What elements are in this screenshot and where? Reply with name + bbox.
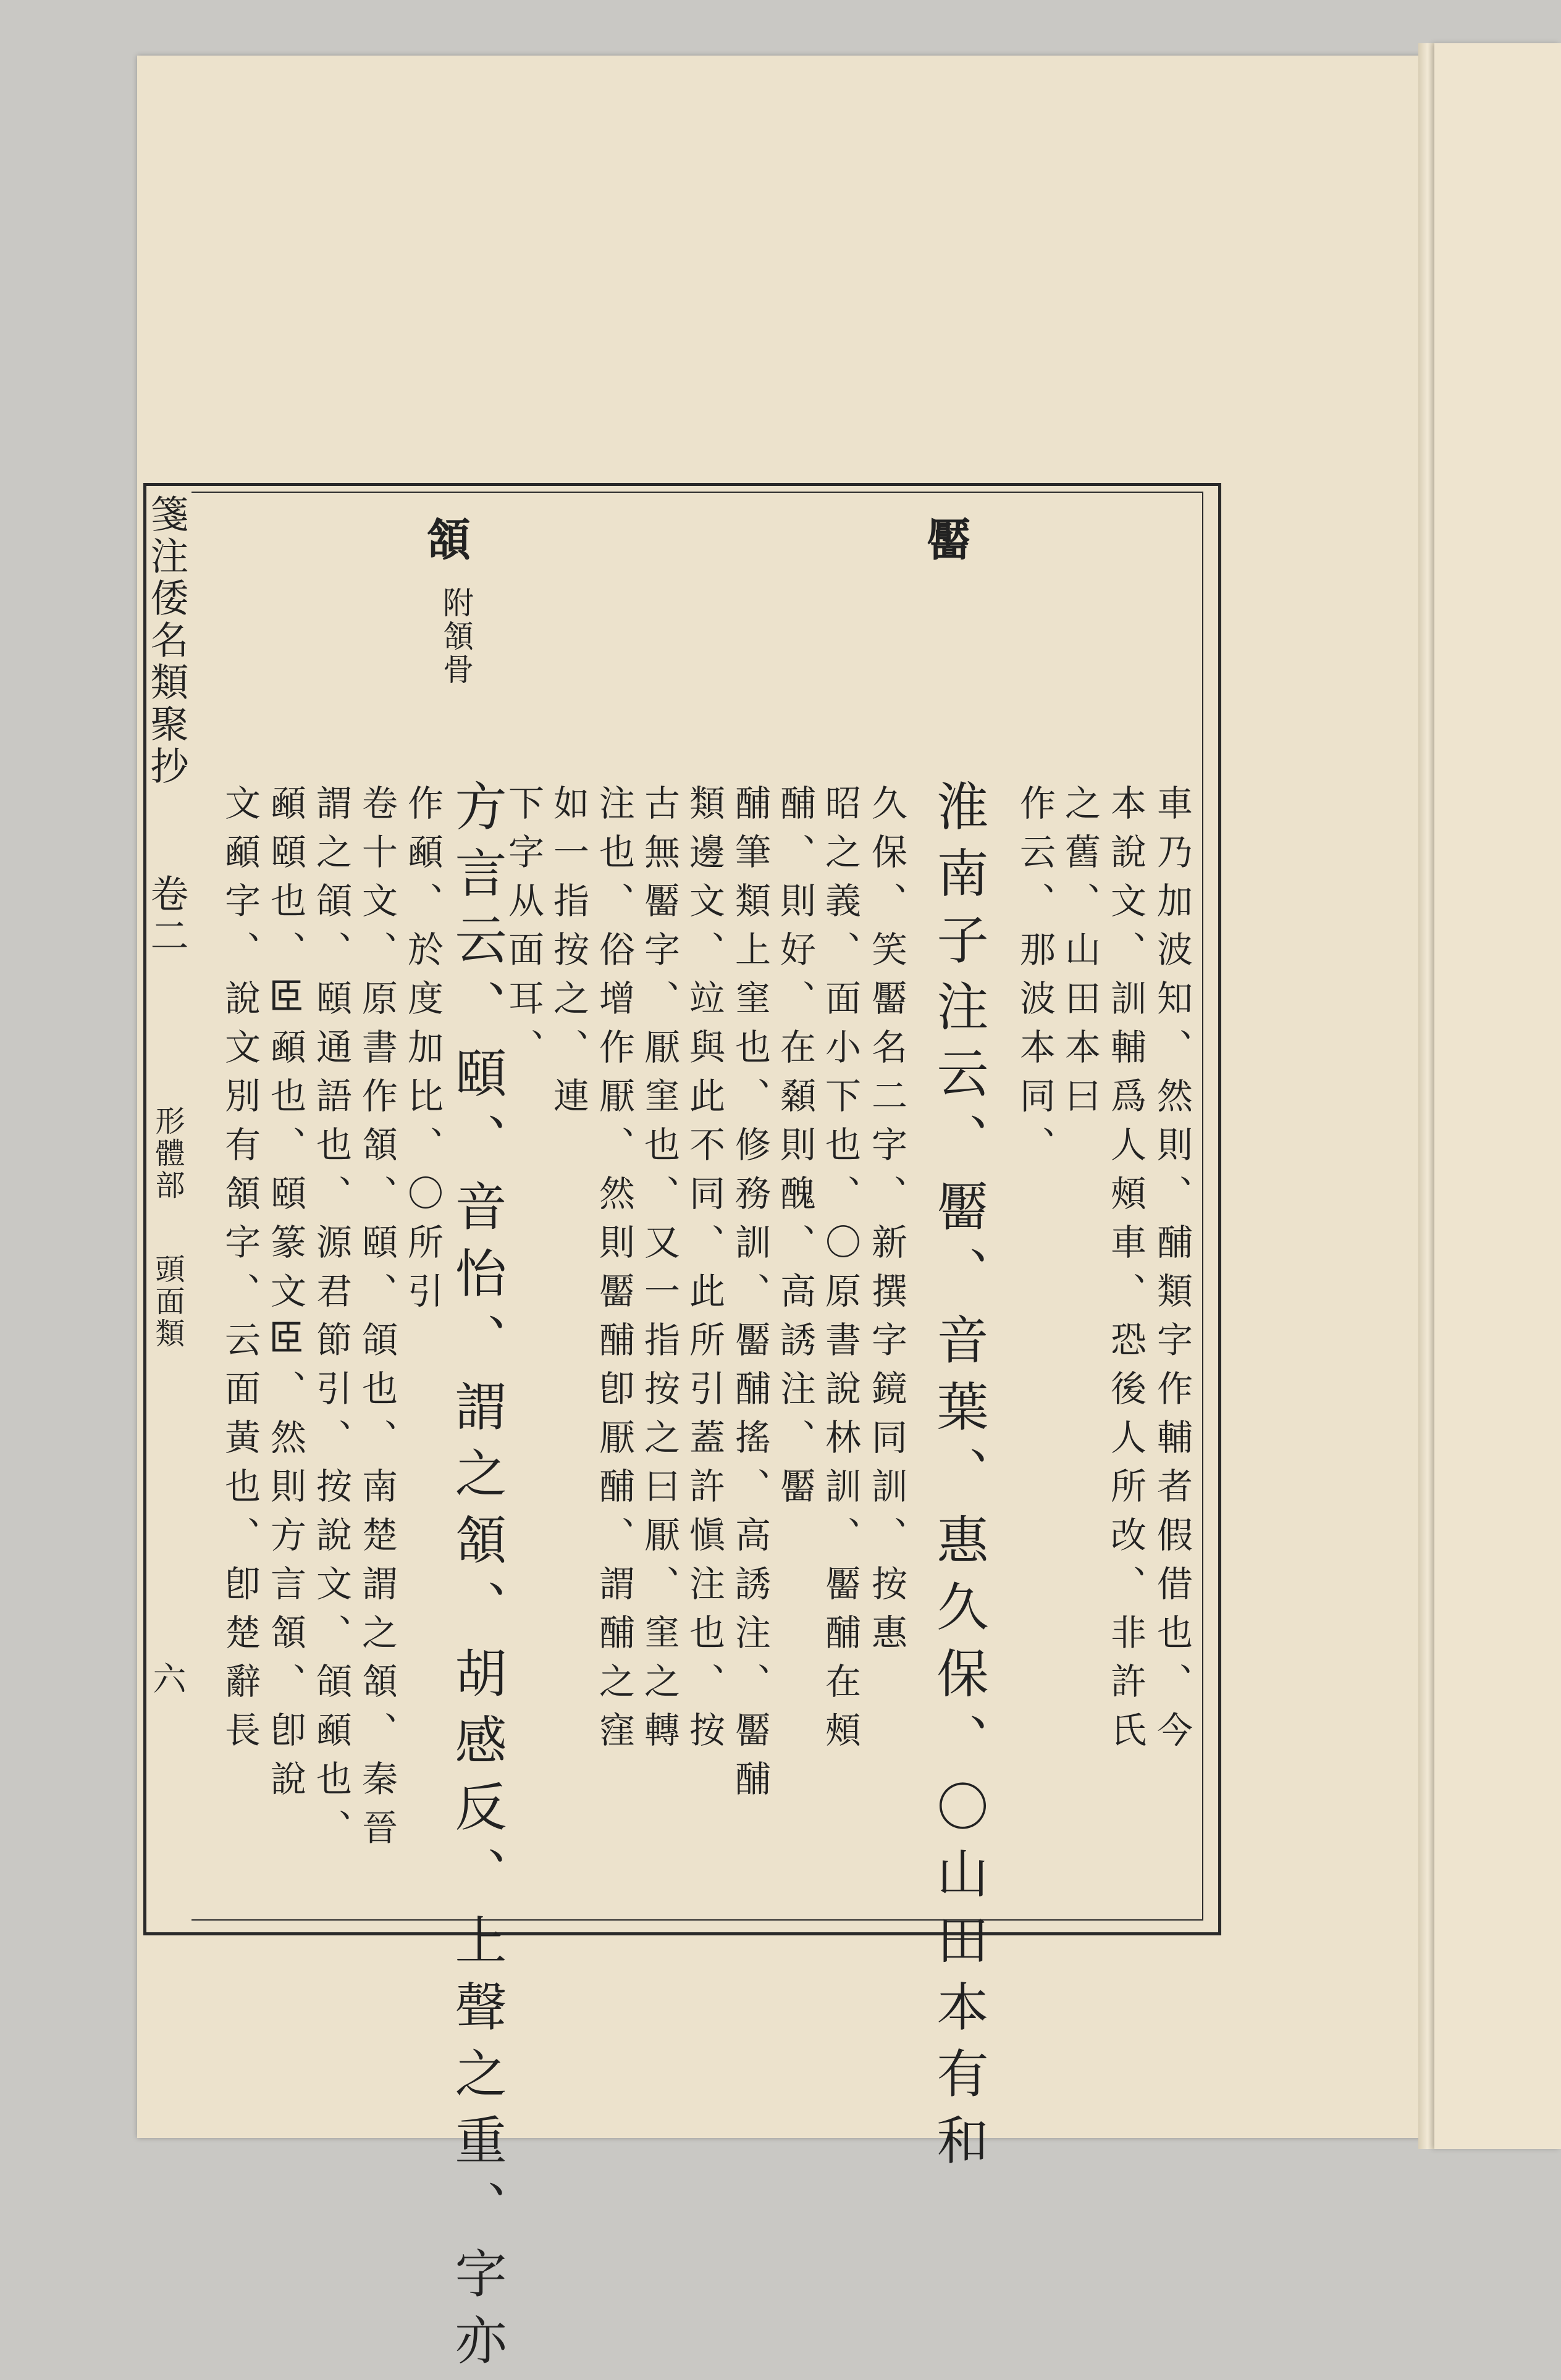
text-column-5: 淮南子注云、靨、音葉、惠久保、〇山田本有和 (928, 779, 989, 2180)
text-column-1: 車乃加波知、然則、酺類字作輔者假借也、今 (1151, 784, 1193, 1760)
text-column-2: 本說文、訓輔爲人頰車、恐後人所改、非許氏 (1104, 784, 1147, 1760)
headword-2: 頷 (419, 516, 471, 564)
text-column-19: 顄頤也、𦣞顄也、頤篆文𦣞、然則方言頷、卽說 (264, 784, 306, 1809)
text-column-18: 謂之頜、頤通語也、源君節引、按說文、頜顄也、 (310, 784, 352, 1858)
text-column-12: 注也、俗增作厭、然則靨酺卽厭酺、謂酺之窪 (593, 784, 635, 1760)
margin-volume: 卷二 (144, 874, 189, 958)
text-column-8: 酺、則好、在顙則醜、高誘注、靨 (774, 784, 816, 1516)
margin-page-number: 六 (148, 1661, 187, 1695)
margin-section: 形體部 (150, 1105, 185, 1202)
text-column-16: 作顄、於度加比、〇所引 (402, 784, 444, 1321)
text-column-17: 卷十文、原書作頷、頤、頜也、南楚謂之頷、秦晉 (356, 784, 398, 1858)
headword-1: 靨 (919, 516, 972, 564)
text-column-3: 之舊、山田本曰 (1059, 784, 1101, 1126)
text-column-20: 文顄字、說文別有頷字、云面黃也、卽楚辭長 (219, 784, 261, 1760)
text-column-6: 久保、笑靨名二字、新撰字鏡同訓、按惠 (865, 784, 907, 1662)
text-column-13: 如一指按之、連 (547, 784, 589, 1126)
text-column-14: 下字从面耳、 (502, 784, 544, 1077)
margin-title: 箋注倭名類聚抄 (144, 494, 189, 788)
margin-category: 頭面類 (150, 1254, 185, 1350)
facing-page (1434, 43, 1561, 2149)
text-column-9: 酺筆類上窐也、修務訓、靨酺搖、高誘注、靨酺 (729, 784, 771, 1809)
text-column-15: 方言云、頤、音怡、謂之頷、胡感反、上聲之重、字亦 (447, 779, 507, 2380)
text-column-10: 類邊文、竝與此不同、此所引蓋許愼注也、按 (683, 784, 725, 1760)
headword-2-subtitle: 附頷骨 (438, 587, 474, 687)
text-column-4: 作云、那波本同、 (1014, 784, 1056, 1175)
text-column-7: 昭之義、面小下也、〇原書說林訓、靨酺在頰 (819, 784, 861, 1760)
text-column-11: 古無靨字、厭窐也、又一指按之曰厭、窐之轉 (638, 784, 680, 1760)
